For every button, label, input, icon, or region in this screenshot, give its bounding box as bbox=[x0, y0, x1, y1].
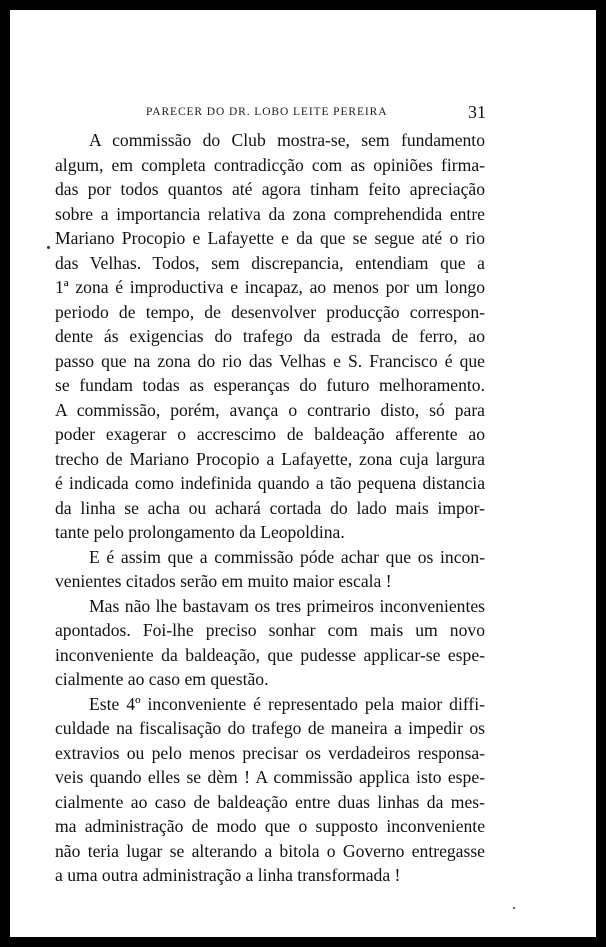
paragraph bbox=[55, 545, 485, 594]
text-line: das Velhas. Todos, sem discrepancia, entendiam que a bbox=[55, 252, 485, 273]
text-line: extravios ou pelo menos precisar os verdadeiros responsa- bbox=[55, 742, 485, 763]
print-speck bbox=[47, 246, 50, 249]
text-line: não teria lugar se alterando a bitola o Governo entregasse bbox=[55, 840, 485, 861]
text-line: se fundam todas as esperanças do futuro melhoramento. bbox=[55, 375, 485, 395]
text-line: 1ª zona é improductiva e incapaz, ao menos por um longo bbox=[55, 277, 485, 297]
text-line: ma administração de modo que o supposto inconveniente bbox=[55, 816, 485, 836]
text-line: cialmente ao caso de baldeação entre duas linhas da mes- bbox=[55, 791, 485, 812]
paragraph bbox=[55, 128, 485, 545]
text-line: passo que na zona do rio das Velhas e S. Francisco é que bbox=[55, 350, 485, 371]
text-line: das por todos quantos até agora tinham feito apreciação bbox=[55, 179, 485, 199]
running-header bbox=[10, 102, 596, 124]
text-line: culdade na fiscalisação do trafego de maneira a impedir os bbox=[55, 718, 485, 738]
text-line: cialmente ao caso em questão. bbox=[55, 669, 269, 689]
text-line: inconveniente da baldeação, que pudesse applicar-se espe- bbox=[55, 644, 485, 665]
body-text bbox=[55, 128, 485, 888]
paragraph bbox=[55, 692, 485, 888]
text-line: periodo de tempo, de desenvolver producção correspon- bbox=[55, 301, 485, 322]
text-line: tante pelo prolongamento da Leopoldina. bbox=[55, 522, 345, 542]
text-line: venientes citados serão em muito maior escala ! bbox=[55, 571, 392, 591]
text-line: apontados. Foi-lhe preciso sonhar com mais um novo bbox=[55, 620, 485, 640]
text-line: é indicada como indefinida quando a tão pequena distancia bbox=[55, 473, 485, 493]
text-line: poder exagerar o accrescimo de baldeação afferente ao bbox=[55, 424, 485, 444]
text-line: A commissão do Club mostra-se, sem fundamento bbox=[89, 130, 485, 150]
book-page bbox=[10, 10, 596, 937]
text-line: trecho de Mariano Procopio a Lafayette, zona cuja largura bbox=[55, 448, 485, 469]
paragraph bbox=[55, 594, 485, 692]
print-speck bbox=[513, 907, 515, 909]
text-line: A commissão, porém, avança o contrario disto, só para bbox=[55, 399, 485, 420]
text-line: dente ás exigencias do trafego da estrada de ferro, ao bbox=[55, 326, 485, 346]
text-line: Mariano Procopio e Lafayette e da que se segue até o rio bbox=[55, 228, 485, 248]
text-line: E é assim que a commissão póde achar que os incon- bbox=[89, 546, 485, 567]
text-line: sobre a importancia relativa da zona comprehendida entre bbox=[55, 203, 485, 224]
running-title: PARECER DO DR. LOBO LEITE PEREIRA bbox=[146, 106, 388, 118]
text-line: veis quando elles se dèm ! A commissão applica isto espe- bbox=[55, 767, 485, 787]
text-line: a uma outra administração a linha transformada ! bbox=[55, 865, 401, 885]
text-line: Este 4º inconveniente é representado pela maior diffi- bbox=[89, 693, 485, 714]
page-number: 31 bbox=[468, 102, 486, 122]
text-line: da linha se acha ou achará cortada do lado mais impor- bbox=[55, 497, 485, 518]
text-line: algum, em completa contradicção com as opiniões firma- bbox=[55, 154, 485, 175]
text-line: Mas não lhe bastavam os tres primeiros inconvenientes bbox=[89, 595, 485, 616]
